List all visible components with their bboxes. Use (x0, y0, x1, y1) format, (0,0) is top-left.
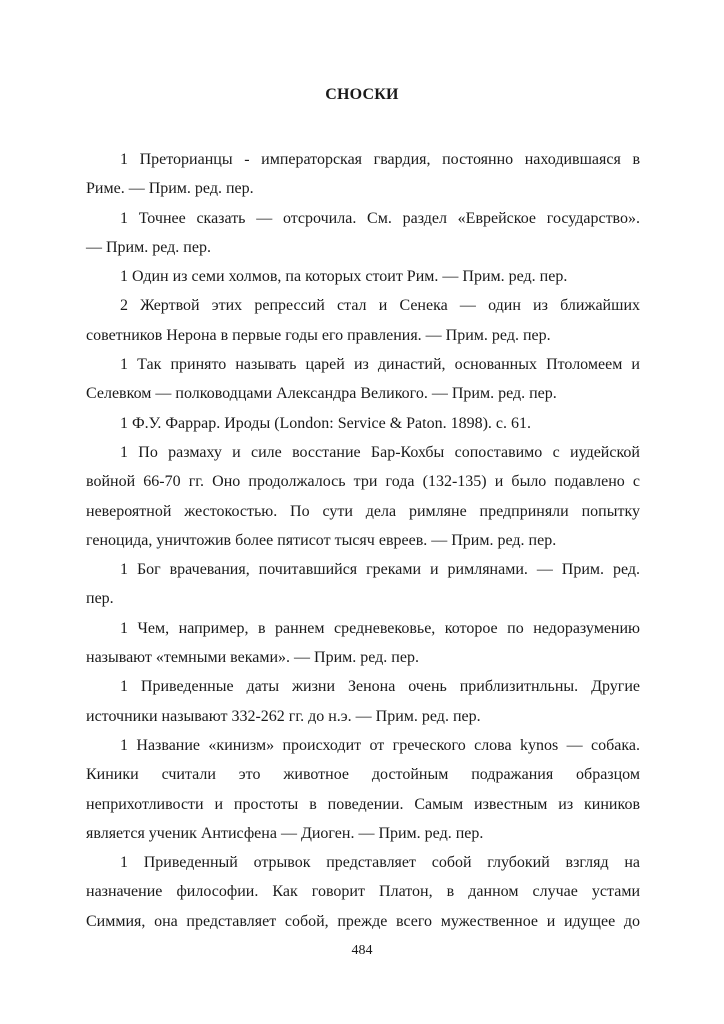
footnote (86, 672, 640, 731)
footnote (86, 291, 640, 350)
footnote-line: советников Нерона в первые годы его правления. — Прим. ред. пер. (86, 326, 551, 344)
footnote (86, 614, 640, 673)
footnote-line: 1 Название «кинизм» происходит от греческого слова kynos — собака. (120, 736, 640, 754)
footnote-line: геноцида, уничтожив более пятисот тысяч евреев. — Прим. ред. пер. (86, 531, 557, 549)
footnote (86, 555, 640, 614)
footnote (86, 731, 640, 848)
footnote-line: 1 Так принято называть царей из династий, основанных Птоломеем и (120, 356, 640, 374)
footnote-line: невероятной жестокостью. По сути дела римляне предприняли попытку (86, 502, 640, 520)
footnote-line: Риме. — Прим. ред. пер. (86, 180, 254, 198)
footnote-line: 1 Ф.У. Фаррар. Ироды (London: Service & Paton. 1898). с. 61. (120, 414, 532, 432)
footnote-line: — Прим. ред. пер. (86, 238, 211, 256)
footnote-line: называют «темными веками». — Прим. ред. пер. (86, 649, 419, 667)
footnote-line: источники называют 332-262 гг. до н.э. — Прим. ред. пер. (86, 707, 481, 725)
footnote-line: 1 Точнее сказать — отсрочила. См. раздел «Еврейское государство». (120, 209, 640, 227)
footnote-line: 2 Жертвой этих репрессий стал и Сенека — один из ближайших (120, 297, 640, 315)
footnote-line: 1 Приведенные даты жизни Зенона очень приблизитнльны. Другие (120, 678, 640, 696)
footnote-line: Симмия, она представляет собой, прежде всего мужественное и идущее до (86, 912, 640, 930)
footnote-line: 1 Один из семи холмов, па которых стоит Рим. — Прим. ред. пер. (120, 268, 568, 286)
footnote (86, 409, 640, 438)
footnotes-body (86, 145, 640, 936)
footnote-line: пер. (86, 590, 114, 608)
footnote-line: Киники считали это животное достойным подражания образцом (86, 766, 640, 784)
footnote-line: 1 Преторианцы - императорская гвардия, постоянно находившаяся в (120, 151, 640, 168)
footnote (86, 204, 640, 263)
footnote (86, 262, 640, 291)
footnote (86, 350, 640, 409)
footnote (86, 438, 640, 555)
footnote-line: является ученик Антисфена — Диоген. — Прим. ред. пер. (86, 824, 484, 842)
footnote-line: 1 Бог врачевания, почитавшийся греками и римлянами. — Прим. ред. (120, 561, 640, 579)
footnote (86, 145, 640, 204)
footnote-line: неприхотливости и простоты в поведении. Самым известным из киников (86, 795, 640, 813)
footnote-line: войной 66-70 гг. Оно продолжалось три года (132-135) и было подавлено с (86, 473, 640, 491)
footnote-line: 1 Приведенный отрывок представляет собой глубокий взгляд на (120, 854, 640, 872)
footnote-line: Селевком — полководцами Александра Великого. — Прим. ред. пер. (86, 385, 557, 403)
footnote-line: 1 Чем, например, в раннем средневековье, которое по недоразумению (120, 619, 640, 637)
footnote-line: 1 По размаху и силе восстание Бар-Кохбы сопоставимо с иудейской (120, 443, 640, 461)
page-number: 484 (351, 943, 373, 958)
footnote-line: назначение философии. Как говорит Платон, в данном случае устами (86, 883, 640, 901)
page-title: СНОСКИ (325, 86, 399, 103)
footnote (86, 848, 640, 936)
